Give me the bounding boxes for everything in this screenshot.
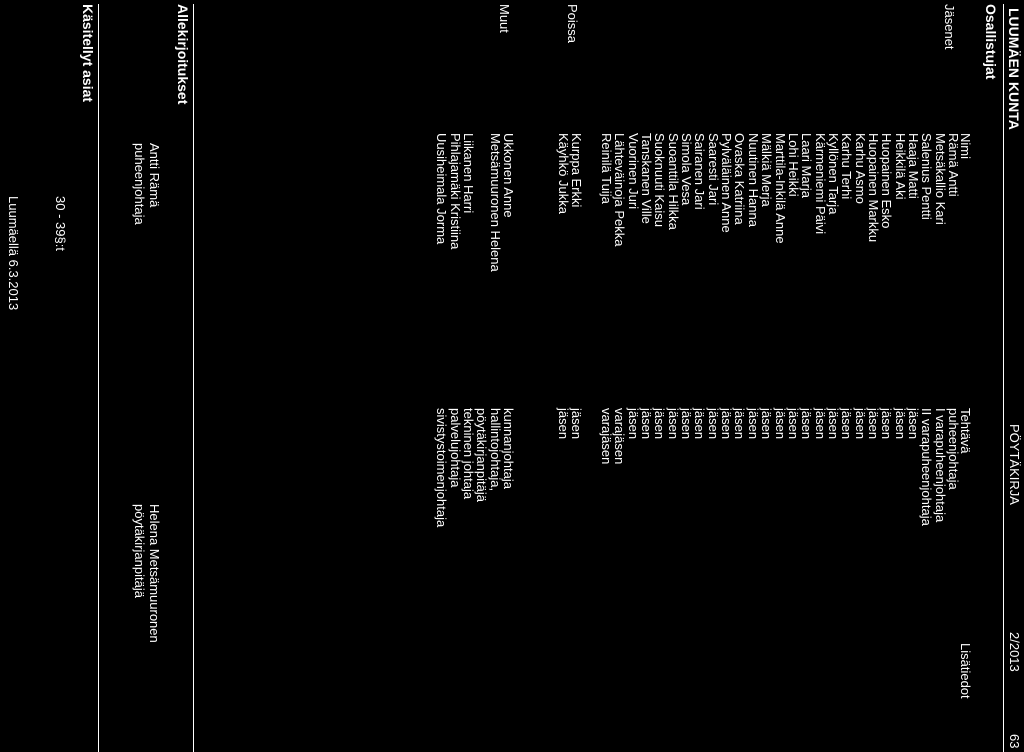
member-role: jäsen: [852, 408, 868, 440]
member-role: jäsen: [745, 408, 761, 440]
member-name: Marttila-Inkilä Anne: [772, 133, 788, 244]
group-label-others: Muut: [497, 4, 512, 33]
member-role: puheenjohtaja: [946, 408, 961, 490]
place-date: Luumäellä 6.3.2013: [6, 196, 21, 311]
member-name: Kärmeniemi Päivi: [812, 133, 828, 235]
member-name: Karhu Terhi: [839, 133, 855, 200]
other-role: sivistystoimenjohtaja: [434, 408, 450, 528]
other-role: tekninen johtaja: [460, 408, 476, 500]
other-name: Uusiheimala Jorma: [434, 133, 450, 245]
other-name: Liikanen Harri: [460, 133, 476, 214]
member-role: jäsen: [785, 408, 801, 440]
other-role: palvelujohtaja: [447, 408, 463, 488]
member-role: jäsen: [865, 408, 881, 440]
member-role: jäsen: [652, 408, 668, 440]
secretary-title: pöytäkirjanpitäjä: [132, 504, 147, 598]
participants-heading: Osallistujat: [983, 4, 999, 80]
others-names: [435, 133, 515, 403]
member-name: Vuorinen Juri: [625, 133, 641, 210]
other-role: kunnanjohtaja: [501, 408, 516, 489]
member-name: Saaresti Jari: [705, 133, 721, 206]
other-role: pöytäkirjanpitäjä: [474, 408, 490, 502]
member-role: jäsen: [639, 408, 655, 440]
page-number: 63: [1007, 734, 1022, 749]
other-name: Metsämuuronen Helena: [487, 133, 503, 272]
role-column-header: Tehtävä: [958, 408, 973, 454]
member-name: Karhu Asmo: [852, 133, 868, 204]
others-roles: [435, 408, 515, 638]
items-range: 30 - 39§:t: [53, 196, 68, 251]
member-name: Mälkiä Merja: [759, 133, 775, 207]
member-role: I varapuheenjohtaja: [932, 408, 948, 523]
member-name: Simola Vesa: [679, 133, 695, 206]
info-column-header: Lisätiedot: [958, 643, 973, 699]
other-role: hallintojohtaja,: [487, 408, 503, 492]
member-role: jäsen: [825, 408, 841, 440]
signatures-heading: Allekirjoitukset: [175, 4, 191, 105]
members-roles: [600, 408, 960, 638]
name-column-header: Nimi: [958, 133, 973, 159]
member-name: Suoanttila Hilkka: [665, 133, 681, 230]
secretary-name: Helena Metsämuuronen: [147, 504, 162, 643]
member-name: Huopainen Markku: [865, 133, 881, 243]
document-number: 2/2013: [1007, 632, 1022, 672]
member-role: jäsen: [839, 408, 855, 440]
member-role: jäsen: [705, 408, 721, 440]
member-role: jäsen: [732, 408, 748, 440]
member-name: Heikkilä Aki: [892, 133, 908, 200]
header-rule: [1003, 4, 1004, 752]
member-name: Reinilä Tuija: [599, 133, 615, 204]
member-name: Rämä Antti: [946, 133, 961, 197]
items-rule: [98, 4, 99, 752]
member-role: jäsen: [772, 408, 788, 440]
absent-role: jäsen: [569, 408, 584, 440]
absent-names: [556, 133, 583, 403]
document-type: PÖYTÄKIRJA: [1007, 424, 1022, 505]
absent-role: jäsen: [555, 408, 571, 440]
member-role: varajäsen: [599, 408, 615, 465]
member-role: jäsen: [812, 408, 828, 440]
member-role: jäsen: [665, 408, 681, 440]
group-label-members: Jäsenet: [942, 4, 957, 50]
chair-name: Antti Rämä: [147, 143, 162, 208]
other-name: Ukkonen Anne: [501, 133, 516, 218]
member-name: Suoknuuti Kaisu: [652, 133, 668, 227]
member-role: II varapuheenjohtaja: [919, 408, 935, 526]
member-role: jäsen: [625, 408, 641, 440]
municipality-name: LUUMÄEN KUNTA: [1006, 8, 1022, 130]
member-role: jäsen: [692, 408, 708, 440]
member-name: Huopainen Esko: [879, 133, 895, 229]
member-name: Ovaska Katriina: [732, 133, 748, 225]
member-name: Metsäkallio Kari: [932, 133, 948, 225]
other-name: Pihlajamäki Kristiina: [447, 133, 463, 250]
group-label-absent: Poissa: [565, 4, 580, 44]
member-role: jäsen: [892, 408, 908, 440]
absent-name: Kurppa Erkki: [569, 133, 584, 208]
member-role: jäsen: [719, 408, 735, 440]
member-name: Laari Marja: [799, 133, 815, 199]
member-role: jäsen: [759, 408, 775, 440]
members-names: [600, 133, 960, 403]
member-role: jäsen: [799, 408, 815, 440]
other-name: [475, 133, 488, 403]
chair-title: puheenjohtaja: [132, 143, 147, 225]
member-name: Salenius Pentti: [919, 133, 935, 220]
member-name: Lohi Heikki: [785, 133, 801, 197]
member-name: Kyllönen Tarja: [825, 133, 841, 215]
absent-roles: [556, 408, 583, 638]
member-name: Sairanen Jari: [692, 133, 708, 210]
member-name: Haaja Matti: [905, 133, 921, 199]
absent-name: Käyhkö Jukka: [555, 133, 571, 214]
member-name: Pylväläinen Anne: [719, 133, 735, 233]
items-heading: Käsitellyt asiat: [80, 4, 96, 103]
member-role: jäsen: [679, 408, 695, 440]
signatures-rule: [193, 4, 194, 752]
member-role: jäsen: [879, 408, 895, 440]
member-name: Nuutinen Hanna: [745, 133, 761, 227]
member-name: Tanskanen Ville: [639, 133, 655, 224]
member-role: varajäsen: [612, 408, 628, 465]
member-role: jäsen: [905, 408, 921, 440]
member-name: Lähteväinoja Pekka: [612, 133, 628, 247]
